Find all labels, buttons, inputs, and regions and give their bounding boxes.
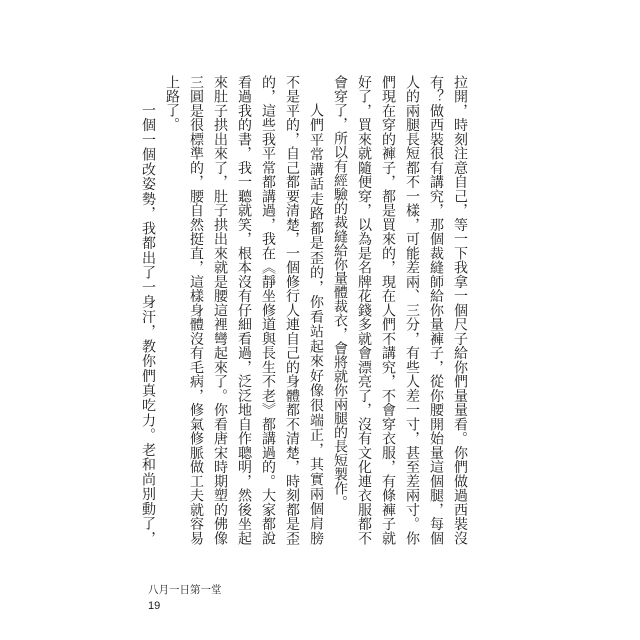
text-column: 的，這些我平常都講過，我在《靜坐修道與長生不老》都講過的。大家都說 [260,75,276,545]
text-column: 三圓是很標準的，腰自然挺直，這樣身體沒有毛病，修氣修脈做工夫就容易 [188,75,204,545]
page-number: 19 [148,600,161,612]
text-column: 來肚子拱出來了，肚子拱出來就是腰這裡彎起來了。你看唐宋時期塑的佛像 [212,75,228,545]
text-column: 人的兩腿長短都不一樣，可能差兩、三分，有些人差一寸，甚至差兩寸。你 [404,75,420,545]
body-text [136,75,472,545]
text-column: 上路了。 [164,75,180,131]
text-column: 不是平的，自己都要清楚，一個修行人連自己的身體都不清楚，時刻都是歪 [284,75,300,545]
text-column: 們現在穿的褲子，都是買來的，現在人們不講究，不會穿衣服，有條褲子就 [380,75,396,545]
text-column: 有？做西裝很有講究，那個裁縫師給你量褲子，從你腰開始量這個腿，每個 [428,75,444,545]
running-footer-title: 八月一日第一堂 [148,584,222,596]
text-column: 人們平常講話走路都是歪的，你看站起來好像很端正，其實兩個肩膀 [308,103,324,545]
text-column: 一個一個改姿勢，我都出了一身汗，教你們真吃力。老和尚別動了， [140,103,156,545]
text-column: 看過我的書，我一聽就笑，根本沒有仔細看過，泛泛地自作聰明，然後坐起 [236,75,252,545]
text-column: 拉開，時刻注意自己，等一下我拿一個尺子給你們量量看。你們做過西裝沒 [452,75,468,545]
text-column: 會穿了，所以有經驗的裁縫給你量體裁衣，會將就你兩腿的長短製作。 [332,75,348,509]
text-column: 好了，買來就隨便穿，以為是名牌花錢多就會漂亮了，沒有文化連衣服都不 [356,75,372,545]
